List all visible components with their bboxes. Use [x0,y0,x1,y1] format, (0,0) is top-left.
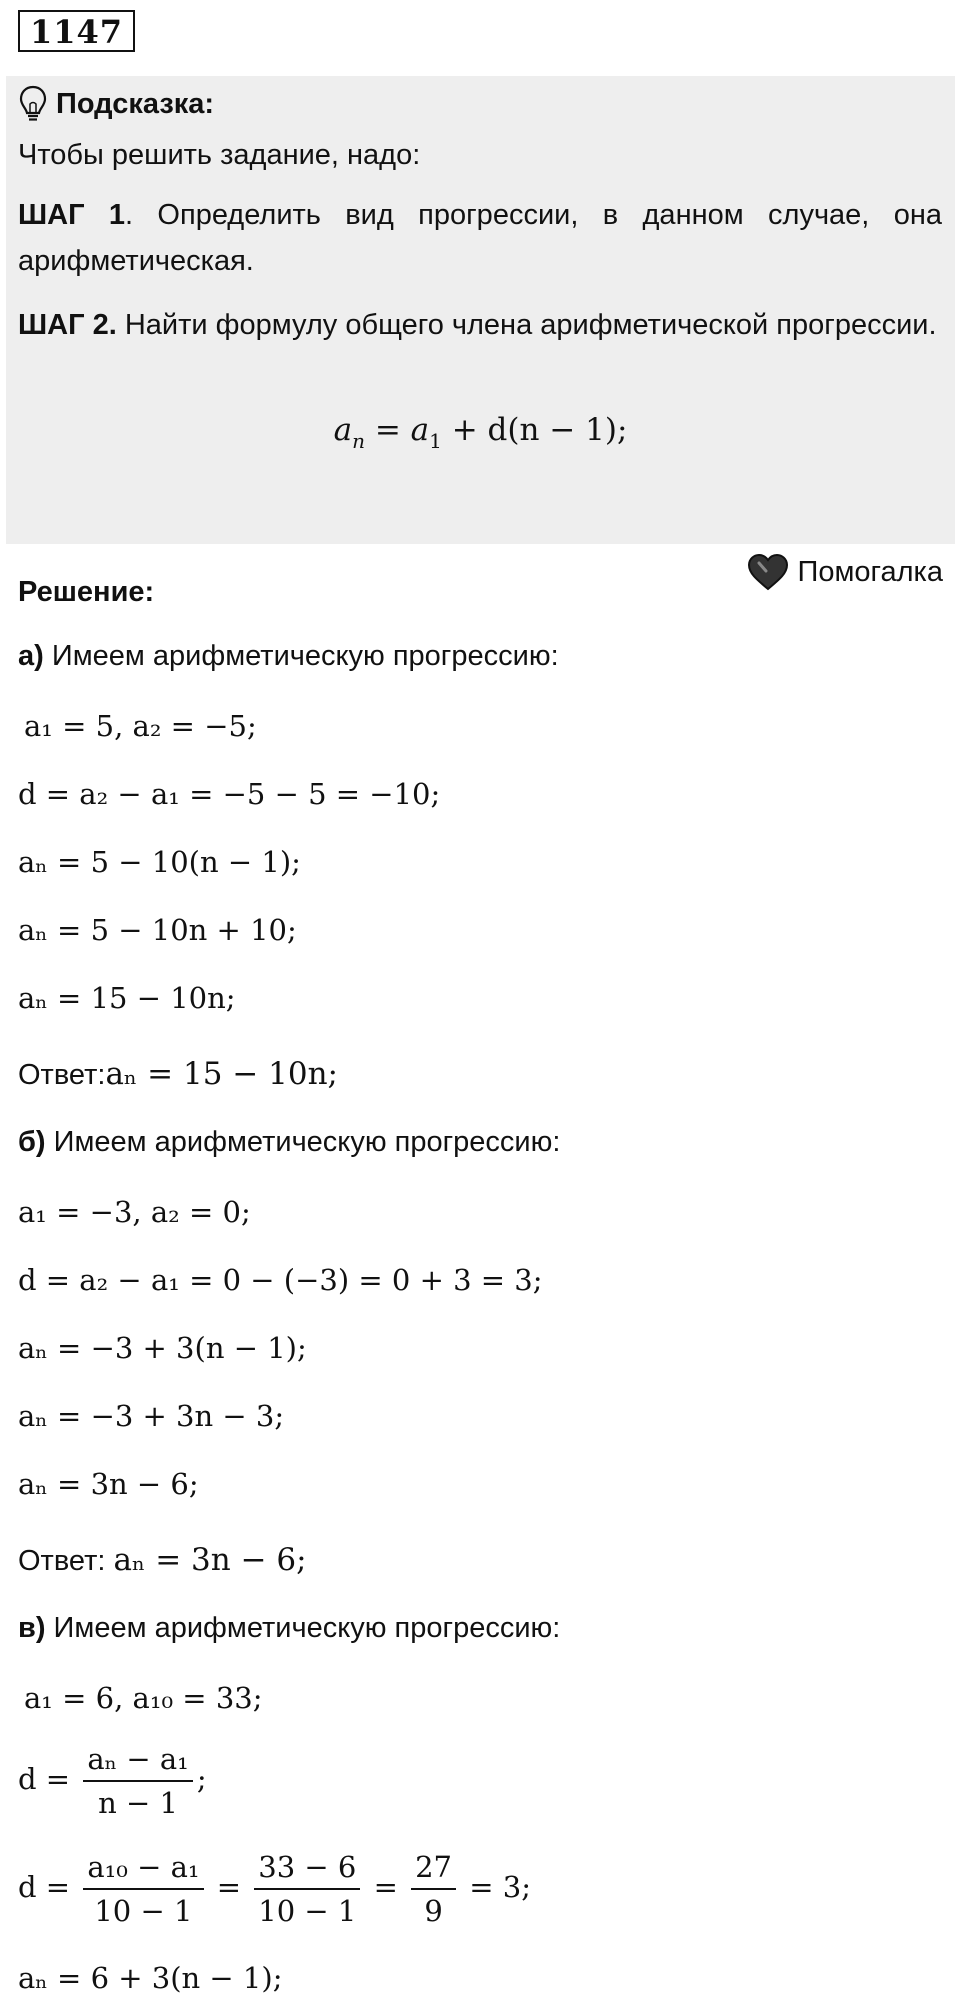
helper-link[interactable] [746,552,943,592]
hint-intro: Чтобы решить задание, надо: [18,139,421,171]
part-b-line-1: a₁ = −3, a₂ = 0; [18,1195,251,1229]
part-c-last-line: aₙ = 6 + 3(n − 1); [18,1961,283,1995]
part-a-intro: а) Имеем арифметическую прогрессию: [18,640,559,672]
fraction: $\frac{\text{a₁₀ − a₁}}{10 - 1}$ [83,1846,203,1932]
step-2-label: ШАГ 2. [18,309,117,341]
fraction: $\frac{\text{aₙ − a₁}}{n - 1}$ [83,1738,193,1824]
step-1-label: ШАГ 1 [18,199,126,231]
heart-icon [746,552,790,592]
part-a-line-2: d = a₂ − a₁ = −5 − 5 = −10; [18,777,441,811]
part-b-answer: Ответ: aₙ = 3n − 6; [18,1542,307,1578]
hint-title: Подсказка: [56,87,215,120]
part-a-line-5: aₙ = 15 − 10n; [18,981,236,1015]
part-b-line-5: aₙ = 3n − 6; [18,1467,199,1501]
hint-box [6,76,955,588]
part-c-intro: в) Имеем арифметическую прогрессию: [18,1612,561,1644]
part-c-line-1: a₁ = 6, a₁₀ = 33; [24,1681,263,1715]
lightbulb-icon [18,84,48,124]
helper-label: Помогалка [797,555,943,588]
hint-formula: $a_n = a_1 + d(n - 1)$; [333,412,628,453]
part-a-line-4: aₙ = 5 − 10n + 10; [18,913,297,947]
part-a-line-1: a₁ = 5, a₂ = −5; [24,709,257,743]
hint-header [18,84,214,124]
part-a-answer: Ответ:aₙ = 15 − 10n; [18,1056,338,1092]
part-b-line-4: aₙ = −3 + 3n − 3; [18,1399,285,1433]
fraction: $\frac{27}{9}$ [411,1846,456,1932]
part-b-line-2: d = a₂ − a₁ = 0 − (−3) = 0 + 3 = 3; [18,1263,543,1297]
part-c-d-formula: d = $\frac{\text{aₙ − a₁}}{n - 1}$ ; [18,1738,207,1824]
hint-step-1 [18,192,942,284]
hint-step-2 [18,302,942,348]
part-b-intro: б) Имеем арифметическую прогрессию: [18,1126,561,1158]
task-number: 1147 [18,10,135,52]
solution-title: Решение: [18,576,155,608]
part-c-d-calc: d = $\frac{\text{a₁₀ − a₁}}{10 - 1}$ = $\frac{33 - 6}{10 - 1}$ = $\frac{27}{9}$ = 3; [18,1846,531,1932]
part-b-line-3: aₙ = −3 + 3(n − 1); [18,1331,307,1365]
fraction: $\frac{33 - 6}{10 - 1}$ [254,1846,360,1932]
step-2-text: Найти формулу общего члена арифметической прогрессии. [116,309,937,341]
part-a-line-3: aₙ = 5 − 10(n − 1); [18,845,301,879]
step-1-text: . Определить вид прогрессии, в данном случае, она арифметическая. [18,199,942,277]
